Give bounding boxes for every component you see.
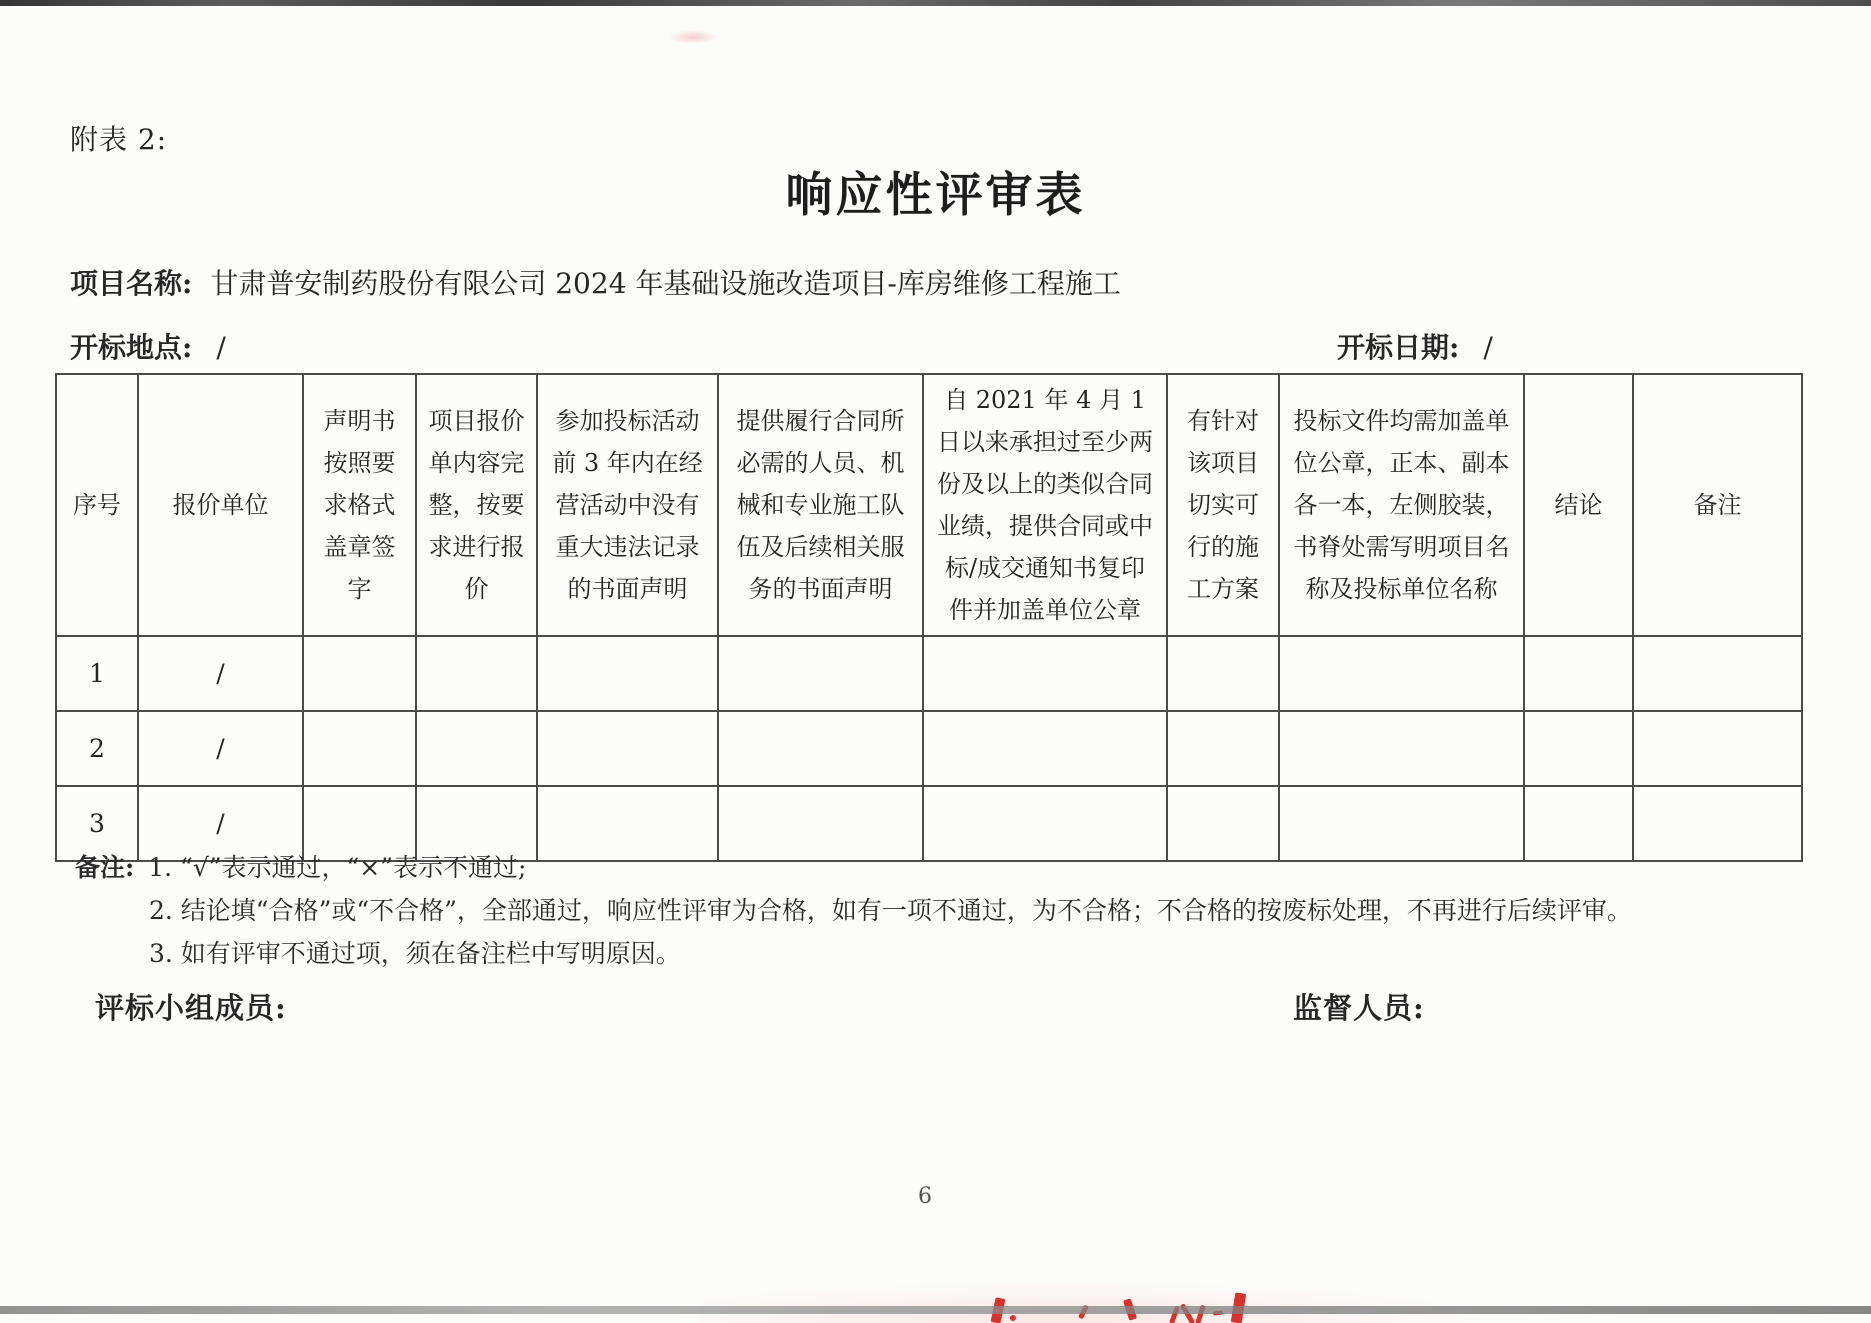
cell-declaration-format [303,636,416,711]
cell-conclusion [1524,711,1633,786]
cell-personnel [718,711,923,786]
cell-remarks [1633,711,1802,786]
project-name-value: 甘肃普安制药股份有限公司 2024 年基础设施改造项目-库房维修工程施工 [210,267,1121,300]
footnote-2: 2. 结论填“合格”或“不合格”，全部通过，响应性评审为合格，如有一项不通过，为不合格；不合格的按废标处理，不再进行后续评审。 [149,896,1632,925]
project-name-line [70,262,1121,302]
cell-quote-completeness [416,636,537,711]
bid-date-label: 开标日期: [1337,331,1460,364]
bid-place-value: / [216,331,226,364]
cell-bidder: / [138,711,303,786]
col-contract-performance: 自 2021 年 4 月 1 日以来承担过至少两份及以上的类似合同业绩，提供合同或中标/成交通知书复印件并加盖单位公章 [923,374,1167,636]
col-declaration-format: 声明书按照要求格式盖章签字 [303,374,416,636]
responsiveness-review-table [55,373,1803,862]
col-personnel-machinery: 提供履行合同所必需的人员、机械和专业施工队伍及后续相关服务的书面声明 [718,374,923,636]
cell-no-violation [537,711,718,786]
col-construction-plan: 有针对该项目切实可行的施工方案 [1167,374,1279,636]
cell-bidder: / [138,786,303,861]
col-quote-completeness: 项目报价单内容完整，按要求进行报价 [416,374,537,636]
red-ink-smudge [700,1282,1500,1323]
col-no-violation-declaration: 参加投标活动前 3 年内在经营活动中没有重大违法记录的书面声明 [537,374,718,636]
bid-place-label: 开标地点: [70,331,193,364]
cell-binding [1279,636,1524,711]
scan-edge-top [0,0,1871,6]
project-name-label: 项目名称: [70,267,193,300]
cell-no-violation [537,636,718,711]
cell-contract-performance [923,711,1167,786]
supervisor-label: 监督人员: [1293,991,1425,1025]
footnote-3: 3. 如有评审不通过项，须在备注栏中写明原因。 [149,939,681,968]
col-serial-number: 序号 [56,374,138,636]
cell-serial: 1 [56,636,138,711]
col-conclusion: 结论 [1524,374,1633,636]
col-remarks: 备注 [1633,374,1802,636]
evaluation-committee-label: 评标小组成员: [95,991,287,1025]
col-bidder-unit: 报价单位 [138,374,303,636]
cell-construction-plan [1167,711,1279,786]
cell-conclusion [1524,636,1633,711]
footnote-1: 1. “√”表示通过，“×”表示不通过; [148,853,527,882]
page-title: 响应性评审表 [785,168,1086,223]
cell-quote-completeness [416,711,537,786]
cell-construction-plan [1167,636,1279,711]
cell-remarks [1633,636,1802,711]
table-header-row [56,374,1802,636]
col-binding-requirements: 投标文件均需加盖单位公章，正本、副本各一本，左侧胶装，书脊处需写明项目名称及投标单位名称 [1279,374,1524,636]
cell-personnel [718,636,923,711]
bid-date-line [1337,326,1493,366]
table-row [56,711,1802,786]
cell-bidder: / [138,636,303,711]
cell-serial: 3 [56,786,138,861]
cell-contract-performance [923,636,1167,711]
scan-smudge [668,30,718,44]
cell-declaration-format [303,711,416,786]
bid-place-line [70,326,226,366]
scan-edge-bottom [0,1306,1871,1314]
footnotes-label: 备注: [75,853,135,882]
red-pen-stroke [1010,1315,1016,1321]
page-number: 6 [918,1184,932,1209]
footnotes [75,846,1865,975]
cell-binding [1279,711,1524,786]
cell-serial: 2 [56,711,138,786]
bid-date-value: / [1483,331,1493,364]
attachment-label: 附表 2: [70,123,168,156]
table-row [56,636,1802,711]
